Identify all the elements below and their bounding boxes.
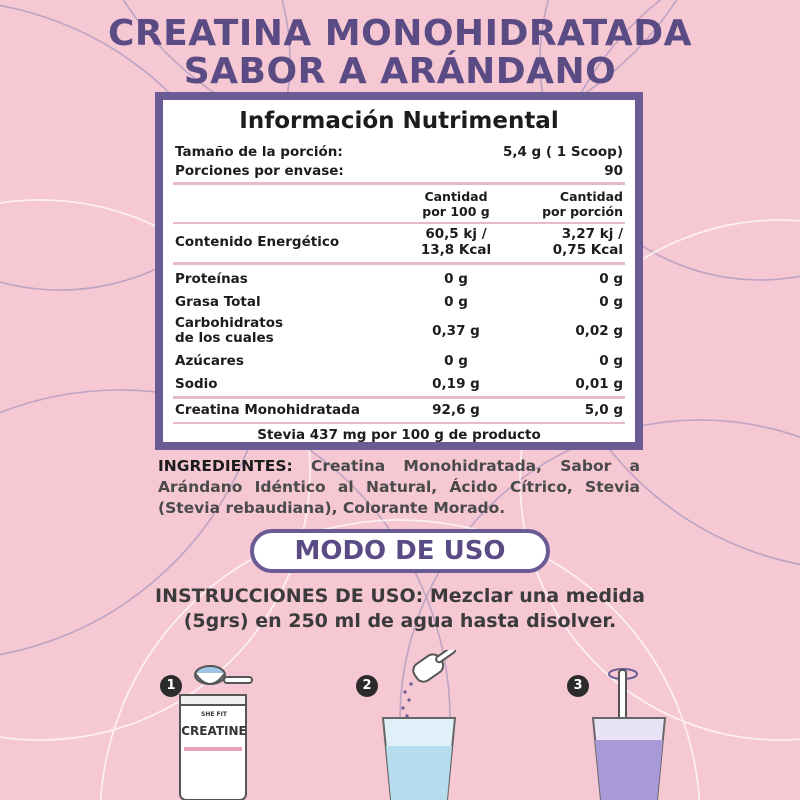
nutrient-per-serving: 5,0 g [584,402,623,418]
ingredients-text: Creatina Monohidratada, Sabor a Arándano Idéntico al Natural, Ácido Cítrico, Stevia (Stevia rebaudiana), Colorante Morado. [158,457,640,517]
col2-header-line2: por porción [542,204,623,219]
serving-size-value: 5,4 g ( 1 Scoop) [502,144,623,160]
divider [173,222,625,224]
nutrient-per-100g: 0 g [444,353,468,369]
nutrient-per-serving: 0 g [599,271,623,287]
scoop-pouring-illustration [375,650,465,800]
usage-line2: (5grs) en 250 ml de agua hasta disolver. [183,610,617,632]
product-title-line1: CREATINA MONOHIDRATADA [108,13,692,54]
step-number: 1 [160,675,182,697]
energy-per-serving [553,226,623,258]
jar-brand: SHE FIT [201,711,227,718]
nutrient-label [175,316,283,346]
nutrient-label-line1: Carbohidratos [175,315,284,331]
usage-line1: INSTRUCCIONES DE USO: Mezclar una medida [155,585,645,607]
nutrient-per-100g: 92,6 g [432,402,480,418]
serving-size-label: Tamaño de la porción: [175,144,343,160]
nutrient-per-100g: 0,37 g [432,323,480,339]
nutrient-label: Azúcares [175,353,244,369]
step-number: 2 [356,675,378,697]
stirring-glass-illustration [585,650,675,800]
ingredients-heading: INGREDIENTES: [158,457,293,475]
nutrient-per-serving: 0,02 g [575,323,623,339]
nutrient-per-100g: 0 g [444,294,468,310]
servings-value: 90 [604,163,623,179]
servings-label: Porciones por envase: [175,163,344,179]
energy-per-100g-kj: 60,5 kj / [425,226,487,242]
nutrient-per-serving: 0 g [599,353,623,369]
energy-per-100g [401,226,511,258]
usage-title: MODO DE USO [250,529,550,573]
nutrient-per-serving: 0,01 g [575,376,623,392]
product-title-line2: SABOR A ARÁNDANO [183,51,617,92]
ingredients-block [158,456,640,519]
nutrition-panel [155,92,643,450]
usage-instructions [140,584,660,634]
nutrient-label: Grasa Total [175,294,261,310]
nutrition-title: Información Nutrimental [239,108,559,134]
divider [173,182,625,185]
nutrient-per-100g: 0,19 g [432,376,480,392]
col2-header [542,189,623,219]
nutrient-per-100g: 0 g [444,271,468,287]
nutrient-label: Sodio [175,376,218,392]
jar-label: CREATINE [181,724,247,738]
nutrient-per-serving: 0 g [599,294,623,310]
nutrient-label: Proteínas [175,271,248,287]
stevia-note: Stevia 437 mg por 100 g de producto [257,427,541,443]
energy-per-serving-kj: 3,27 kj / [561,226,623,242]
nutrient-label-line2: de los cuales [175,330,274,346]
col1-header-line1: Cantidad [424,189,488,204]
col1-header-line2: por 100 g [422,204,490,219]
energy-per-100g-kcal: 13,8 Kcal [420,242,492,258]
energy-per-serving-kcal: 0,75 Kcal [552,242,623,258]
divider [173,422,625,424]
energy-label: Contenido Energético [175,234,340,250]
col2-header-line1: Cantidad [559,189,623,204]
divider [173,396,625,399]
step-number: 3 [567,675,589,697]
divider [173,262,625,265]
nutrient-label: Creatina Monohidratada [175,402,360,418]
col1-header [401,189,511,219]
